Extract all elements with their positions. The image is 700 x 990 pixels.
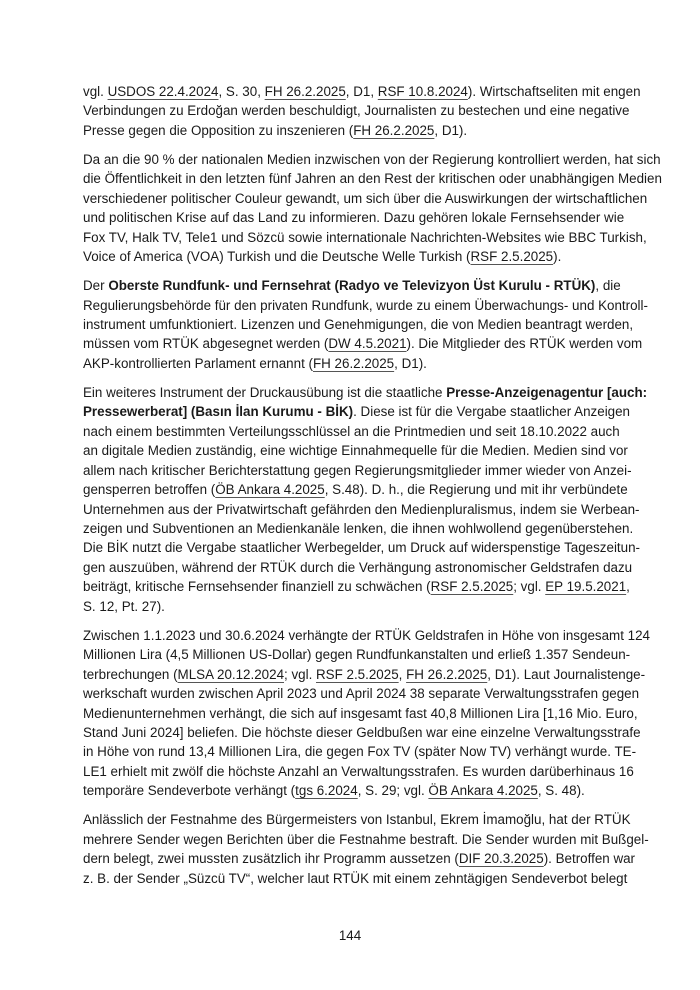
source-link[interactable]: FH 26.2.2025 bbox=[312, 355, 395, 371]
text-segment: und politischen Krise auf das Land zu informieren. Dazu gehören lokale Fernsehsender wie bbox=[83, 210, 625, 226]
text-segment: AKP-kontrollierten Parlament ernannt ( bbox=[83, 355, 313, 371]
text-line bbox=[83, 121, 618, 140]
text-line bbox=[83, 228, 647, 247]
paragraph bbox=[83, 383, 648, 616]
source-link[interactable]: ÖB Ankara 4.2025 bbox=[428, 783, 538, 799]
text-segment: z. B. der Sender „Süzcü TV“, welcher laut RTÜK mit einem zehntägigen Sendeverbot belegt bbox=[83, 870, 628, 886]
text-segment: , S. 29; vgl. bbox=[357, 783, 429, 799]
text-segment: , D1). bbox=[394, 355, 427, 371]
text-line bbox=[83, 354, 618, 373]
text-segment: Ein weiteres Instrument der Druckausübung ist die staatliche bbox=[83, 384, 447, 400]
text-segment: gen auszuüben, während der RTÜK durch die Verhängung astronomischer Geldstrafen dazu bbox=[83, 559, 633, 575]
text-segment: Fox TV, Halk TV, Tele1 und Sözcü sowie internationale Nachrichten-Websites wie BBC Turkish, bbox=[83, 229, 647, 245]
text-line bbox=[83, 208, 625, 227]
text-segment: , bbox=[398, 666, 407, 682]
text-segment: temporäre Sendeverbote verhängt ( bbox=[83, 783, 296, 799]
text-segment: ; vgl. bbox=[284, 666, 317, 682]
text-segment: terbrechungen ( bbox=[83, 666, 178, 682]
text-segment: Die BİK nutzt die Vergabe staatlicher Werbegelder, um Druck auf widerspenstige Tageszeitun- bbox=[83, 540, 641, 556]
text-line bbox=[83, 189, 648, 208]
text-segment: , S. 48). bbox=[537, 783, 585, 799]
text-segment: ). bbox=[553, 249, 562, 265]
text-segment: Stand Juni 2024] beliefen. Die höchste dieser Geldbußen war eine einzelne Verwaltungsstrafe bbox=[83, 724, 641, 740]
text-segment: ). Wirtschaftseliten mit engen bbox=[467, 84, 641, 99]
text-line bbox=[83, 441, 628, 460]
text-segment: zeigen und Subventionen an Medienkanäle lenken, die ihnen wohlwollend gegenüberstehen. bbox=[83, 520, 634, 536]
text-segment: müssen vom RTÜK abgesegnet werden ( bbox=[83, 336, 329, 352]
text-line bbox=[83, 684, 640, 703]
text-segment: LE1 erhielt mit zwölf die höchste Anzahl an Verwaltungsstrafen. Es wurden darüberhinaus 16 bbox=[83, 763, 634, 779]
paragraph bbox=[83, 150, 662, 267]
text-line bbox=[83, 82, 641, 101]
text-line bbox=[83, 480, 628, 499]
text-line bbox=[83, 558, 633, 577]
source-link[interactable]: RSF 10.8.2024 bbox=[377, 84, 468, 99]
text-segment: , D1, bbox=[345, 84, 378, 99]
text-segment: ). Betroffen war bbox=[543, 851, 636, 867]
text-segment: Da an die 90 % der nationalen Medien inzwischen von der Regierung kontrolliert werden, hat sich bbox=[83, 151, 661, 167]
text-line bbox=[83, 519, 634, 538]
text-segment: werkschaft wurden zwischen April 2023 und April 2024 38 separate Verwaltungsstrafen gegen bbox=[83, 686, 640, 702]
paragraph bbox=[83, 626, 650, 801]
source-link[interactable]: EP 19.5.2021 bbox=[545, 579, 627, 595]
bold-text: Oberste Rundfunk- und Fernsehrat (Radyo ve Televizyon Üst Kurulu - RTÜK) bbox=[108, 278, 596, 294]
text-segment: , D1). bbox=[434, 122, 468, 138]
text-line bbox=[83, 247, 618, 266]
text-line bbox=[83, 169, 662, 188]
text-line bbox=[83, 665, 646, 684]
text-line bbox=[83, 830, 649, 849]
text-segment: Medienunternehmen verhängt, die sich auf insgesamt fast 40,8 Millionen Lira [1,16 Mio. Euro, bbox=[83, 705, 638, 721]
text-line bbox=[83, 538, 641, 557]
text-segment: . Diese ist für die Vergabe staatlicher Anzeigen bbox=[353, 404, 631, 420]
text-segment: beiträgt, kritische Fernsehsender finanziell zu schwächen ( bbox=[83, 579, 431, 595]
text-segment: ; vgl. bbox=[513, 579, 546, 595]
text-line bbox=[83, 810, 631, 829]
text-segment: , bbox=[626, 579, 630, 595]
text-line bbox=[83, 577, 630, 596]
text-line bbox=[83, 101, 630, 120]
source-link[interactable]: USDOS 22.4.2024 bbox=[107, 84, 219, 99]
document-body bbox=[83, 82, 662, 898]
text-segment: Anlässlich der Festnahme des Bürgermeisters von Istanbul, Ekrem İmamoğlu, hat der RTÜK bbox=[83, 812, 631, 828]
text-line bbox=[83, 762, 634, 781]
text-segment: Verbindungen zu Erdoğan werden beschuldigt, Journalisten zu bestechen und eine negative bbox=[83, 103, 630, 119]
text-line bbox=[83, 626, 650, 645]
text-segment: instrument umfunktioniert. Lizenzen und Genehmigungen, die von Medien beantragt werden, bbox=[83, 317, 634, 332]
text-segment: verschiedener politischer Couleur gewandt, um sich über die Auswirkungen der wirtschaftlichen bbox=[83, 190, 648, 206]
text-segment: Regulierungsbehörde für den privaten Rundfunk, wurde zu einem Überwachungs- und Kontroll- bbox=[83, 297, 648, 313]
bold-text: Pressewerberat] (Basın İlan Kurumu - BİK) bbox=[83, 404, 354, 420]
text-line bbox=[83, 781, 618, 800]
source-link[interactable]: MLSA 20.12.2024 bbox=[177, 666, 285, 682]
text-line bbox=[83, 645, 631, 664]
text-line bbox=[83, 315, 634, 334]
source-link[interactable]: RSF 2.5.2025 bbox=[430, 579, 514, 595]
text-line bbox=[83, 276, 621, 295]
source-link[interactable]: tgs 6.2024 bbox=[295, 783, 358, 799]
text-line bbox=[83, 742, 637, 761]
paragraph bbox=[83, 276, 648, 373]
source-link[interactable]: ÖB Ankara 4.2025 bbox=[215, 482, 325, 498]
text-line bbox=[83, 402, 631, 421]
text-segment: mehrere Sender wegen Berichten über die Festnahme bestraft. Die Sender wurden mit Bußgel- bbox=[83, 831, 649, 847]
text-segment: Millionen Lira (4,5 Millionen US-Dollar) gegen Rundfunkanstalten und erließ 1.357 Sendeun- bbox=[83, 647, 631, 663]
text-line bbox=[83, 597, 618, 616]
text-line bbox=[83, 704, 638, 723]
text-segment: gensperren betroffen ( bbox=[83, 482, 216, 498]
page-number: 144 bbox=[338, 928, 362, 943]
text-segment: nach einem bestimmten Verteilungsschlüssel an die Printmedien und seit 18.10.2022 auch bbox=[83, 423, 620, 439]
text-segment: Unternehmen aus der Privatwirtschaft gefährden den Medienpluralismus, indem sie Werbean- bbox=[83, 501, 640, 517]
text-segment: Presse gegen die Opposition zu inszenieren ( bbox=[83, 122, 354, 138]
text-segment: , S.48). D. h., die Regierung und mit ihr verbündete bbox=[324, 482, 628, 498]
text-line bbox=[83, 461, 632, 480]
source-link[interactable]: FH 26.2.2025 bbox=[353, 122, 435, 138]
text-line bbox=[83, 849, 636, 868]
text-segment: vgl. bbox=[83, 84, 108, 99]
text-segment: an digitale Medien zuständig, eine wichtige Einnahmequelle für die Medien. Medien sind vor bbox=[83, 443, 628, 459]
text-line bbox=[83, 723, 641, 742]
text-segment: ). Die Mitglieder des RTÜK werden vom bbox=[406, 336, 643, 352]
text-segment: Zwischen 1.1.2023 und 30.6.2024 verhängte der RTÜK Geldstrafen in Höhe von insgesamt 124 bbox=[83, 627, 650, 643]
text-segment: , S. 30, bbox=[218, 84, 265, 99]
paragraph bbox=[83, 810, 649, 888]
text-line bbox=[83, 500, 640, 519]
text-segment: S. 12, Pt. 27). bbox=[83, 598, 165, 614]
text-segment: Der bbox=[83, 278, 109, 294]
text-line bbox=[83, 383, 648, 402]
source-link[interactable]: FH 26.2.2025 bbox=[264, 84, 346, 99]
bold-text: Presse-Anzeigenagentur [auch: bbox=[446, 384, 648, 400]
source-link[interactable]: DIF 20.3.2025 bbox=[458, 851, 544, 867]
text-segment: die Öffentlichkeit in den letzten fünf Jahren an den Rest der kritischen oder unabhängigen Medien bbox=[83, 171, 662, 187]
text-line bbox=[83, 150, 661, 169]
text-line bbox=[83, 334, 643, 353]
source-link[interactable]: RSF 2.5.2025 bbox=[316, 666, 399, 682]
source-link[interactable]: DW 4.5.2021 bbox=[328, 336, 407, 352]
text-segment: allem nach kritischer Berichterstattung gegen Regierungsmitglieder immer wieder von Anzei- bbox=[83, 462, 632, 478]
text-line bbox=[83, 422, 618, 441]
source-link[interactable]: RSF 2.5.2025 bbox=[470, 249, 554, 265]
paragraph bbox=[83, 82, 641, 140]
text-segment: , die bbox=[595, 278, 621, 294]
text-line bbox=[83, 869, 628, 888]
text-segment: in Höhe von rund 13,4 Millionen Lira, die gegen Fox TV (später Now TV) verhängt wurde. TE- bbox=[83, 744, 637, 760]
text-segment: , D1). Laut Journalistenge- bbox=[487, 666, 646, 682]
text-segment: dern belegt, zwei mussten zusätzlich ihr Programm aussetzen ( bbox=[83, 851, 459, 867]
text-line bbox=[83, 296, 648, 315]
text-segment: Voice of America (VOA) Turkish und die Deutsche Welle Turkish ( bbox=[83, 249, 471, 265]
source-link[interactable]: FH 26.2.2025 bbox=[406, 666, 488, 682]
